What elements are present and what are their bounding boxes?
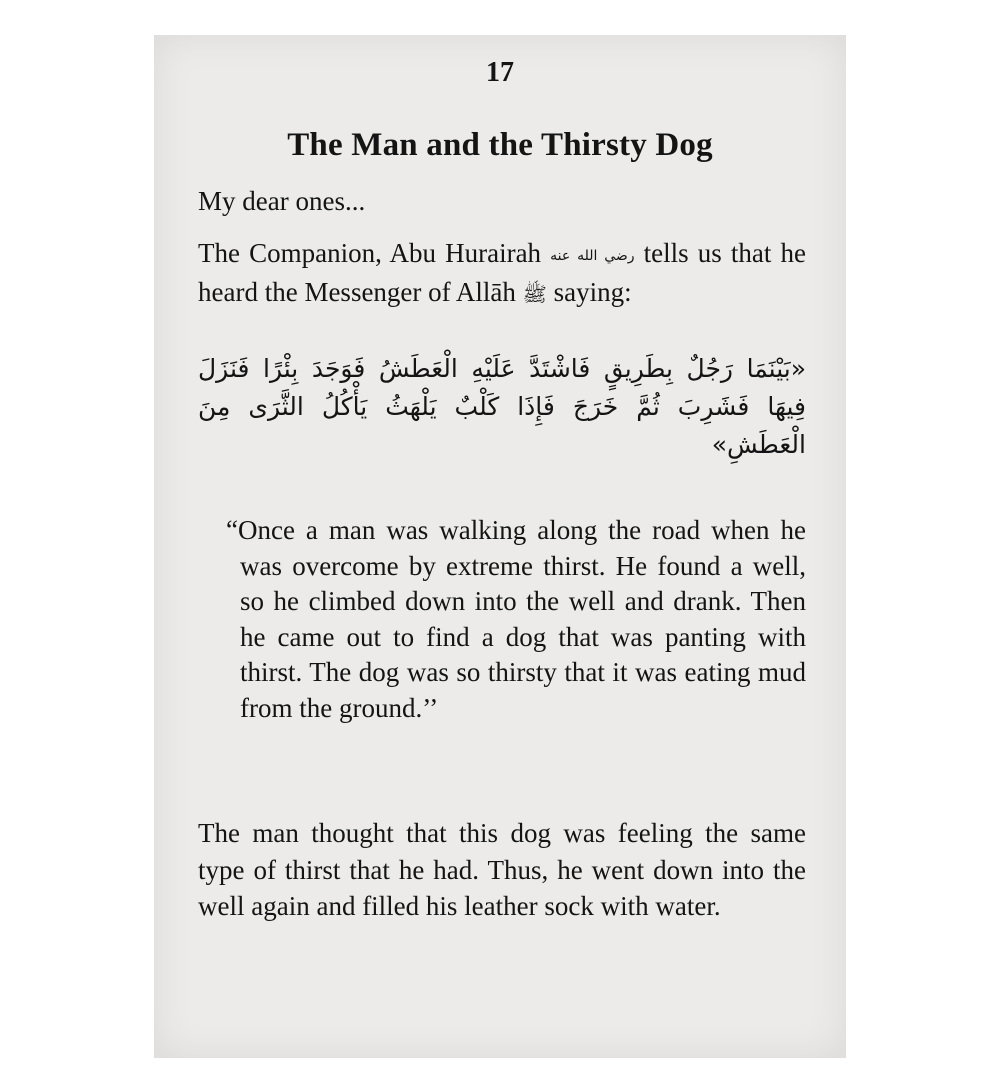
hadith-translation-quote: “Once a man was walking along the road when he was overcome by extreme thirst. He found a well, so he climbed down into the well and drank. Then he came out to find a dog that was panting with thirst. The dog was so thirsty that it was eating mud from the ground.’’ — [226, 515, 806, 723]
chapter-title: The Man and the Thirsty Dog — [287, 127, 713, 163]
intro-text-end: saying: — [546, 276, 632, 307]
intro-paragraph — [198, 235, 806, 312]
honorific-text: رضي الله عنه — [550, 247, 635, 264]
book-page — [154, 35, 846, 1058]
narrative-paragraph: The man thought that this dog was feeling the same type of thirst that he had. Thus, he went down into the well again and filled his leather sock with water. — [198, 818, 806, 921]
arabic-hadith: «بَيْنَمَا رَجُلٌ بِطَرِيقٍ فَاشْتَدَّ عَلَيْهِ الْعَطَشُ فَوَجَدَ بِئْرًا فَنَزَلَ فِيهَا فَشَرِبَ ثُمَّ خَرَجَ فَإِذَا كَلْبٌ يَلْهَثُ يَأْكُلُ الثَّرَى مِنَ الْعَطَشِ» — [198, 354, 806, 459]
intro-text-middle: tells us that he heard the Messenger of Allāh — [198, 238, 806, 307]
greeting-line: My dear ones... — [198, 186, 366, 216]
page-number: 17 — [486, 57, 514, 88]
pbuh-symbol: ﷺ — [522, 281, 547, 306]
intro-text-start: The Companion, Abu Hurairah — [198, 238, 551, 268]
